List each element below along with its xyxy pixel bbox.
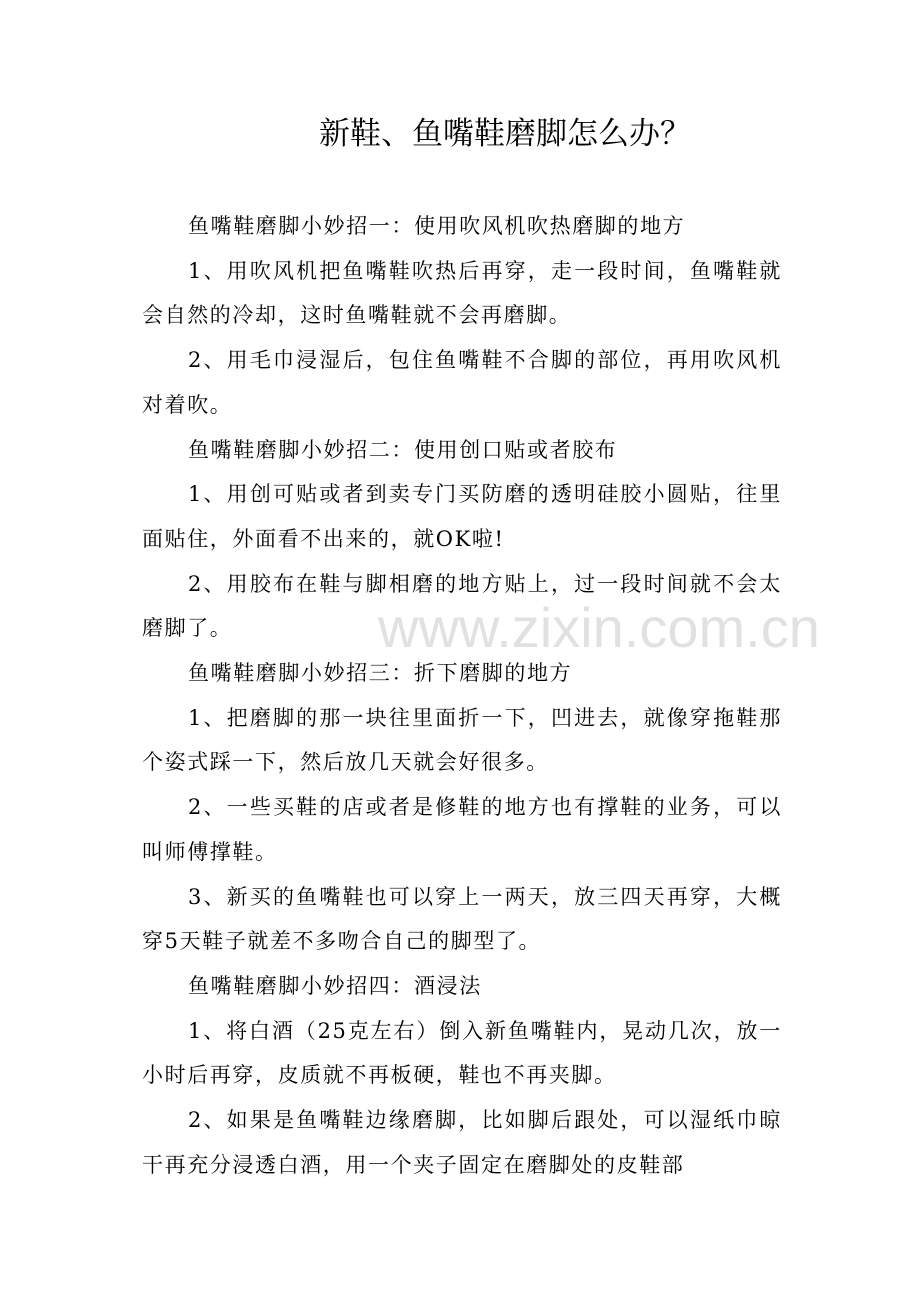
heading-tip-3: 鱼嘴鞋磨脚小妙招三：折下磨脚的地方 [188,661,573,686]
paragraph: 2、一些买鞋的店或者是修鞋的地方也有撑鞋的业务，可以叫师傅撑鞋。 [142,795,782,864]
document-title: 新鞋、鱼嘴鞋磨脚怎么办？ [319,116,691,152]
paragraph: 1、将白酒（25克左右）倒入新鱼嘴鞋内，晃动几次，放一小时后再穿，皮质就不再板硬，鞋也不再夹脚。 [142,1018,782,1088]
paragraph: 1、用创可贴或者到卖专门买防磨的透明硅胶小圆贴，往里面贴住，外面看不出来的，就OK啦! [142,482,782,551]
watermark: www.zixin.com.cn [378,596,820,659]
paragraph: 1、用吹风机把鱼嘴鞋吹热后再穿，走一段时间，鱼嘴鞋就会自然的冷却，这时鱼嘴鞋就不会再磨脚。 [142,258,782,328]
heading-tip-2: 鱼嘴鞋磨脚小妙招二：使用创口贴或者胶布 [188,437,618,462]
paragraph: 3、新买的鱼嘴鞋也可以穿上一两天，放三四天再穿，大概穿5天鞋子就差不多吻合自己的脚型了。 [142,884,782,954]
document-body [142,204,782,1187]
paragraph: 1、把磨脚的那一块往里面折一下，凹进去，就像穿拖鞋那个姿式踩一下，然后放几天就会好很多。 [142,705,782,775]
heading-tip-1: 鱼嘴鞋磨脚小妙招一：使用吹风机吹热磨脚的地方 [188,214,686,238]
paragraph: 2、如果是鱼嘴鞋边缘磨脚，比如脚后跟处，可以湿纸巾晾干再充分浸透白酒，用一个夹子固定在磨脚处的皮鞋部 [142,1108,782,1177]
paragraph: 2、用胶布在鞋与脚相磨的地方贴上，过一段时间就不会太磨脚了。 [142,571,782,641]
heading-tip-4: 鱼嘴鞋磨脚小妙招四：酒浸法 [188,973,482,998]
paragraph: 2、用毛巾浸湿后，包住鱼嘴鞋不合脚的部位，再用吹风机对着吹。 [142,348,782,417]
